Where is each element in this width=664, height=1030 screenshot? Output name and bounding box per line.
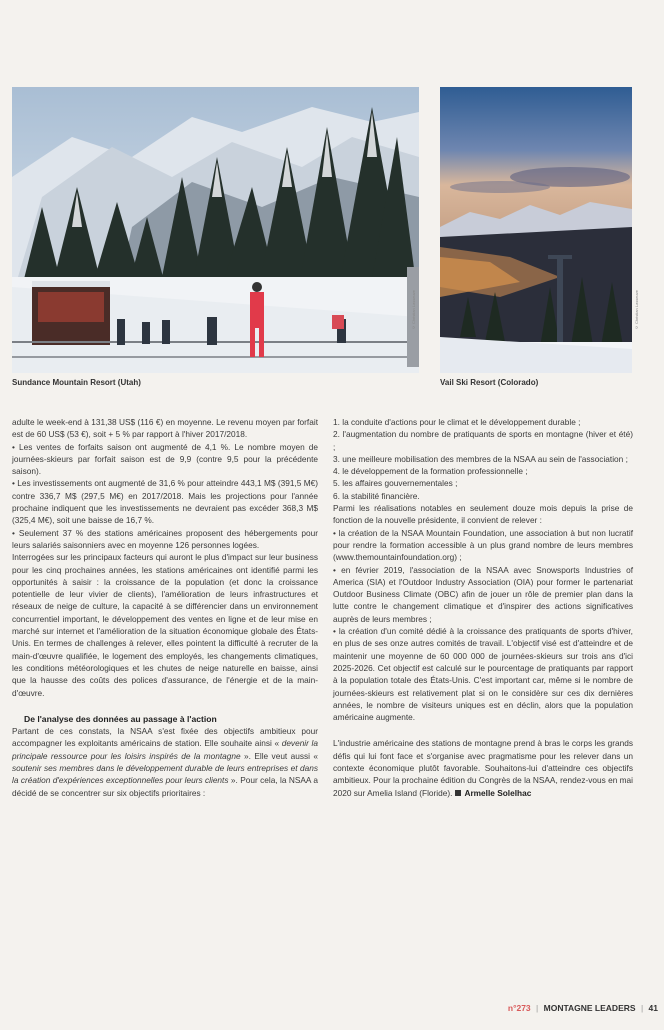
photo-vail-credit: © Christian Lasseuve	[634, 290, 639, 331]
footer-separator: |	[640, 1003, 644, 1013]
author: Armelle Solelhac	[464, 787, 532, 798]
list-item: 5. les affaires gouvernementales ;	[333, 478, 458, 489]
photo-sundance-caption: Sundance Mountain Resort (Utah)	[12, 378, 141, 387]
paragraph: Interrogées sur les principaux facteurs qui auront le plus d'impact sur leur business pour les cinq prochaines années, les stations américaines ont identifié parmi les opportunités à saisir : la croissance de la population (et donc la croissance potentielle de leur vivier de clients), l'amélioration de leurs infrastructures et réseaux de neige de culture, la capacité à se différencier dans un environnement concurrentiel important, le développement des ventes en ligne et de leur mise en marché sur internet et l'amélioration de la situation économique globale des États-Unis. En termes de challenges à relever, elles pointent la difficulté à recruter de la main-d'œuvre qualifiée, le logement des employés, les changements climatiques, les conditions météorologiques et les chutes de neige naturelle en baisse, ainsi que la hausse des coûts des polices d'assurance, de l'énergie et de la main-d'œuvre.	[12, 552, 318, 698]
list-item: 2. l'augmentation du nombre de pratiquants de sports en montagne (hiver et été) ;	[333, 429, 633, 452]
photo-sundance-credit: © Christian Lasseuve	[411, 290, 416, 331]
photo-sundance	[12, 87, 419, 373]
paragraph: Parmi les réalisations notables en seulement douze mois depuis la prise de fonction de la nouvelle présidente, il convient de relever :	[333, 503, 633, 526]
photo-vail	[440, 87, 632, 373]
paragraph: • Les ventes de forfaits saison ont augmenté de 4,1 %. Le nombre moyen de journées-skieurs par forfait saison est de 9,9 (contre 9,5 pour la précédente saison).	[12, 441, 318, 477]
paragraph: adulte le week-end à 131,38 US$ (116 €) en moyenne. Le revenu moyen par forfait est de 60 US$ (53 €), soit + 5 % par rapport à l'hiver 2017/2018.	[12, 417, 318, 440]
magazine-name: MONTAGNE LEADERS	[543, 1003, 636, 1013]
paragraph: • la création d'un comité dédié à la croissance des pratiquants de sports d'hiver, en plus de ses onze autres comités de travail. L'objectif visé est d'atteindre et de maintenir une moyenne de 60 000 000 de journées-skieurs sur trois ans d'ici 2025-2026. Cet objectif est calculé sur le pourcentage de pratiquants par rapport à la population totale des États-Unis. C'est important car, même si le nombre de journées-skieurs est relativement plat si on le considère sur ces dix dernières années, le nombre de visiteurs uniques est en déclin, alors que la population américaine augmente.	[333, 626, 633, 723]
list-item: 3. une meilleure mobilisation des membres de la NSAA au sein de l'association ;	[333, 453, 628, 464]
page-number: 41	[648, 1003, 658, 1013]
footer-separator: |	[536, 1003, 539, 1013]
paragraph: • Seulement 37 % des stations américaines proposent des hébergements pour leurs salariés saisonniers avec en moyenne 126 personnes logées.	[12, 527, 318, 550]
page-footer	[508, 1003, 658, 1013]
quote: devenir la principale ressource pour les loisirs inspirés de la montagne	[12, 738, 318, 761]
photo-sundance-image	[12, 87, 419, 373]
paragraph: • en février 2019, l'association de la NSAA avec Snowsports Industries of America (SIA) et l'Outdoor Industry Association (OIA) pour former le partenariat Outdoor Business Climate (OBC) afin de jouer un rôle de premier plan dans la lutte contre le changement climatique et d'inspirer des actions significatives auprès de leurs membres ;	[333, 564, 633, 624]
photo-vail-caption: Vail Ski Resort (Colorado)	[440, 378, 539, 387]
paragraph: Partant de ces constats, la NSAA s'est fixée des objectifs ambitieux pour accompagner les exploitants américains de station. Elle souhaite ainsi « devenir la principale ressource pour les loisirs inspirés de la montagne ». Elle veut aussi « soutenir ses membres dans le développement durable de leurs entreprises et dans la création d'expériences exceptionnelles pour leurs clients ». Pour cela, la NSAA a décidé de se concentrer sur six objectifs prioritaires :	[12, 726, 318, 798]
quote: soutenir ses membres dans le développement durable de leurs entreprises et dans la création d'expériences exceptionnelles pour leurs clients	[12, 763, 318, 786]
issue-number: n°273	[507, 1003, 531, 1013]
end-square-icon	[455, 790, 461, 796]
photo-vail-image	[440, 87, 632, 373]
article-column-right	[333, 416, 633, 799]
list-item: 4. le développement de la formation professionnelle ;	[333, 466, 528, 477]
paragraph: • Les investissements ont augmenté de 31,6 % pour atteindre 443,1 M$ (391,5 M€) contre 336,7 M$ (297,5 M€) en 2017/2018. Mais les projections pour l'année prochaine indiquent que les investissements ne devraient pas excéder 368,3 M$ (325,4 M€), soit une baisse de 16,7 %.	[12, 478, 318, 526]
article-column-left	[12, 416, 318, 799]
list-item: 6. la stabilité financière.	[333, 490, 420, 501]
paragraph: • la création de la NSAA Mountain Foundation, une association à but non lucratif pour rendre la formation accessible à un plus grand nombre de leurs membres (www.themountainfoundation.org) ;	[333, 527, 633, 563]
list-item: 1. la conduite d'actions pour le climat et le développement durable ;	[333, 417, 581, 427]
section-subheading: De l'analyse des données au passage à l'action	[24, 713, 217, 724]
closing-paragraph: L'industrie américaine des stations de montagne prend à bras le corps les grands défis qui lui font face et s'organise avec pragmatisme pour les relever dans un contexte économique plutôt favorable. Souhaitons-lui d'atteindre ces objectifs ambitieux. Pour la prochaine édition du Congrès de la NSAA, rendez-vous en mai 2020 sur Amelia Island (Floride). Armelle Solelhac	[333, 738, 633, 798]
